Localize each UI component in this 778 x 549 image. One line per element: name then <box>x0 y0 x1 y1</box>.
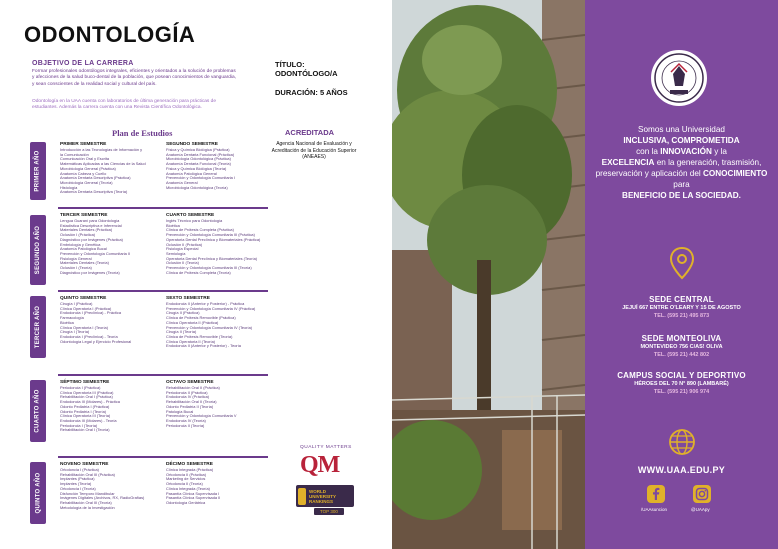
course-item: Cirugía II (Teoría) <box>166 330 197 335</box>
course-item: Prevención y Odontología Comunitaria III (Teoría) <box>166 266 252 271</box>
semester-heading: SEGUNDO SEMESTRE <box>166 142 218 147</box>
course-item: Clínica Operatoria II (Teoría) <box>166 339 216 344</box>
course-item: Anatomía Dentaria Funcional (Teoría) <box>166 162 231 167</box>
duration: DURACIÓN: 5 AÑOS <box>275 88 348 97</box>
course-item: Anatomía Dentaria Funcional (Práctica) <box>166 152 235 157</box>
course-item: Oclusión II (Teoría) <box>166 261 199 266</box>
semester-block <box>166 142 286 190</box>
course-item: Farmacología <box>60 316 84 321</box>
semester-heading: CUARTO SEMESTRE <box>166 213 215 218</box>
semester-heading: TERCER SEMESTRE <box>60 213 108 218</box>
course-item: Periodoncia II (Teoría) <box>166 423 205 428</box>
course-item: Imágenes Digitales (Archivos, RX, RadioGrafías) <box>60 496 145 501</box>
facebook-icon[interactable] <box>647 485 665 503</box>
course-item: Ortodoncia II (Teoría) <box>166 482 203 487</box>
course-item: Odonto Pediatría II (Teoría) <box>166 404 214 409</box>
course-item: Anatomía Cabeza y Cuello <box>60 171 107 176</box>
divider <box>58 290 268 292</box>
campus-phone: TEL. (595 21) 906 974 <box>653 389 710 395</box>
course-item: Odontología Geriátrica <box>166 500 206 505</box>
course-item: Bioética <box>166 223 180 228</box>
course-item: Introducción a las Tecnologías de Información y <box>60 148 143 152</box>
course-item: Cirugía I (Teoría) <box>60 330 90 335</box>
semester-block <box>166 296 286 349</box>
course-item: Materiales Dentales (Práctica) <box>60 228 113 233</box>
course-item: Semiología <box>166 251 186 256</box>
semester-heading: NOVENO SEMESTRE <box>60 462 109 467</box>
year-label: QUINTO AÑO <box>30 462 46 524</box>
course-item: Clínica Integrada (Práctica) <box>166 468 214 472</box>
course-item: Clínica Operatoria I (Práctica) <box>60 306 112 311</box>
year-label: SEGUNDO AÑO <box>30 215 46 285</box>
sede-monteoliva-phone: TEL. (595 21) 442 802 <box>653 352 710 358</box>
course-item: Fisiología Especial <box>166 247 199 252</box>
quality-matters-logo: QM <box>300 452 340 478</box>
course-item: Física y Química Biológica (Teoría) <box>166 166 227 171</box>
course-item: la Comunicación <box>60 152 89 157</box>
course-item: Estadística Descriptiva e Inferencial <box>60 223 122 228</box>
semester-heading: OCTAVO SEMESTRE <box>166 380 214 385</box>
semester-block <box>60 296 180 344</box>
semester-block <box>166 380 286 428</box>
course-item: Operatoria Dental Preclínica y Biomateriales (Teoría) <box>166 256 258 261</box>
instagram-handle[interactable]: @UAApy <box>691 507 710 512</box>
objective-text-2: Odontología en la UAA cuenta con laboratorios de última generación para prácticas de estudiantes. Además la carrera cuenta con una Revista Científica Odontológica. <box>32 99 216 111</box>
course-item: Comunicación Oral y Escrita <box>60 157 110 162</box>
semester-heading: PRIMER SEMESTRE <box>60 142 107 147</box>
divider <box>58 207 268 209</box>
course-item: Rehabilitación Oral II (Práctica) <box>166 386 220 390</box>
course-item: Prevención y Odontología Comunitaria IV (Práctica) <box>166 306 256 311</box>
course-item: Rehabilitación Oral I (Teoría) <box>60 428 110 433</box>
course-item: Periodoncia II (Práctica) <box>166 390 208 395</box>
degree-label: TÍTULO: <box>275 60 305 69</box>
semester-block <box>60 380 180 433</box>
course-item: Periodoncia I (Práctica) <box>60 386 101 390</box>
facebook-handle[interactable]: /UAAsuncion <box>641 507 668 512</box>
accreditation-text: Agencia Nacional de Evaluación y Acreditación de la Educación Superior (ANEAES) <box>271 141 357 160</box>
course-item: Diagnóstico por Imágenes (Práctica) <box>60 237 123 242</box>
ranking-badge-icon <box>298 488 306 505</box>
course-item: Ortodoncia I (Práctica) <box>60 468 99 472</box>
course-item: Anatomía General <box>166 180 198 185</box>
sede-central-name: SEDE CENTRAL <box>649 295 714 304</box>
course-item: Endodoncia IV (Práctica) <box>166 395 210 400</box>
ranking-top: TOP 300 <box>314 508 344 515</box>
course-item: Diagnóstico por Imágenes (Teoría) <box>60 270 120 275</box>
career-title: ODONTOLOGÍA <box>24 22 196 47</box>
university-seal-icon <box>651 50 707 106</box>
campus-name: CAMPUS SOCIAL Y DEPORTIVO <box>617 371 746 380</box>
semester-block <box>60 213 180 275</box>
semester-block <box>166 213 286 275</box>
location-pin-icon <box>669 246 695 280</box>
course-item: Clínica de Prótesis Removible (Teoría) <box>166 334 233 339</box>
course-item: Histología <box>60 185 78 190</box>
course-item: Microbiología General (Teoría) <box>60 180 113 185</box>
accreditation-heading: ACREDITADA <box>285 128 335 137</box>
course-item: Endodoncia I (Preclínica) - Práctica <box>60 311 121 316</box>
tree-building-illustration <box>392 0 585 549</box>
divider <box>58 374 268 376</box>
course-item: Bioética <box>60 320 74 325</box>
course-item: Endodoncia IV (Teoría) <box>166 418 206 423</box>
instagram-icon[interactable] <box>693 485 711 503</box>
divider <box>58 456 268 458</box>
semester-block <box>166 462 286 506</box>
course-item: Embriología y Genética <box>60 242 101 247</box>
course-item: Odonto Pediatría I (Práctica) <box>60 404 110 409</box>
course-item: Operatoria Dental Preclínica y Biomateriales (Práctica) <box>166 237 261 242</box>
course-item: Implantes (Teoría) <box>60 482 92 487</box>
sede-central-address: JEJUÍ 667 ENTRE O'LEARY Y 15 DE AGOSTO <box>622 305 741 311</box>
course-item: Rehabilitación Oral II (Teoría) <box>166 400 217 405</box>
course-item: Microbiología Odontológica (Teoría) <box>166 185 228 190</box>
course-item: Clínica Operatoria II (Práctica) <box>166 320 219 325</box>
course-item: Odontología Legal y Ejercicio Profesional <box>60 339 132 344</box>
course-item: Endodoncia III (Molares) - Teoría <box>60 418 117 423</box>
course-item: Endodoncia II (Anterior y Posterior) - Teoría <box>166 344 241 349</box>
course-item: Endodoncia II (Anterior y Posterior) - Práctica <box>166 302 245 306</box>
course-item: Odonto Pediatría I (Teoría) <box>60 409 107 414</box>
website-link[interactable]: WWW.UAA.EDU.PY <box>637 465 726 475</box>
course-item: Anatomía Dentaria Descriptiva (Teoría) <box>60 190 128 195</box>
course-item: Anatomía Dentaria Descriptiva (Práctica) <box>60 176 131 181</box>
sede-monteoliva-address: MONTEVIDEO 756 C/AS! OLIVA <box>640 344 723 350</box>
brochure-right-panel <box>585 0 778 549</box>
semester-heading: SEXTO SEMESTRE <box>166 296 210 301</box>
course-item: Endodoncia III (Molares) - Práctica <box>60 400 120 405</box>
brochure-left-page <box>0 0 388 549</box>
semester-heading: DÉCIMO SEMESTRE <box>166 462 213 467</box>
course-item: Prevención y Odontología Comunitaria V <box>166 414 237 419</box>
course-item: Clínica Operatoria III (Práctica) <box>60 390 114 395</box>
course-item: Patología Bucal <box>166 409 194 414</box>
course-item: Oclusión II (Práctica) <box>166 242 203 247</box>
course-item: Cirugía I (Práctica) <box>60 302 93 306</box>
globe-icon <box>668 428 696 456</box>
campus-photo <box>392 0 585 549</box>
course-item: Prevención y Odontología Comunitaria IV (Teoría) <box>166 325 253 330</box>
course-item: Microbiología General (Práctica) <box>60 166 116 171</box>
course-item: Disfunción Temporo Mandibular <box>60 491 115 496</box>
year-label: PRIMER AÑO <box>30 142 46 200</box>
course-item: Clínica de Prótesis Completa (Teoría) <box>166 270 231 275</box>
semester-block <box>60 142 180 195</box>
course-item: Prevención y Odontología Comunitaria II <box>60 251 131 256</box>
campus-address: HÉROES DEL 70 N° 890 (LAMBARÉ) <box>634 381 729 387</box>
course-item: Metodología de la Investigación <box>60 505 115 510</box>
course-item: Fisiología General <box>60 256 92 261</box>
course-item: Rehabilitación Oral III (Teoría) <box>60 500 112 505</box>
course-item: Matemáticas Aplicadas a las Ciencias de la Salud <box>60 162 146 167</box>
objective-text: Formar profesionales odontólogos integrales, eficientes y orientados a la solución de problemas y afecciones de la salud buco-dental de la población, que posean conocimientos de vanguardia, y sean conscientes de la realidad social y cultural del país. <box>32 69 237 87</box>
sede-central-phone: TEL. (595 21) 495 873 <box>653 313 710 319</box>
objective-heading: OBJETIVO DE LA CARRERA <box>32 60 134 67</box>
course-item: Marketing de Servicios <box>166 477 206 482</box>
course-item: Materiales Dentales (Teoría) <box>60 261 109 266</box>
semester-heading: SÉPTIMO SEMESTRE <box>60 380 110 385</box>
course-item: Prevención y Odontología Comunitaria III (Práctica) <box>166 233 255 238</box>
course-item: Lengua Guaraní para Odontología <box>60 219 120 223</box>
course-item: Ortodoncia II (Práctica) <box>166 472 207 477</box>
course-item: Anatomía Patológica General <box>166 171 217 176</box>
course-item: Oclusión I (Teoría) <box>60 266 92 271</box>
course-item: Anatomía Patológica Bucal <box>60 247 107 252</box>
course-item: Clínica Integrada (Teoría) <box>166 486 210 491</box>
plan-heading: Plan de Estudios <box>112 128 173 138</box>
course-item: Física y Química Biológica (Práctica) <box>166 148 230 152</box>
ranking-text: WORLD UNIVERSITY RANKINGS <box>308 488 336 504</box>
course-item: Periodoncia I (Teoría) <box>60 423 98 428</box>
course-item: Clínica de Prótesis Removible (Práctica) <box>166 316 236 321</box>
course-item: Clínica de Prótesis Completa (Práctica) <box>166 228 234 233</box>
sede-monteoliva-name: SEDE MONTEOLIVA <box>641 334 722 343</box>
course-item: Ortodoncia I (Teoría) <box>60 486 96 491</box>
semester-block <box>60 462 180 510</box>
course-item: Clínica Operatoria III (Teoría) <box>60 414 111 419</box>
world-university-rankings-badge <box>296 485 354 507</box>
course-item: Microbiología Odontológica (Práctica) <box>166 157 231 162</box>
year-label: TERCER AÑO <box>30 296 46 358</box>
year-label: CUARTO AÑO <box>30 380 46 442</box>
course-item: Rehabilitación Oral I (Práctica) <box>60 395 113 400</box>
quality-matters-label: QUALITY MATTERS <box>300 445 352 450</box>
course-item: Cirugía II (Práctica) <box>166 311 200 316</box>
semester-heading: QUINTO SEMESTRE <box>60 296 107 301</box>
course-item: Inglés Técnico para Odontología <box>166 219 223 223</box>
course-item: Clínica Operatoria I (Teoría) <box>60 325 109 330</box>
course-item: Oclusión I (Práctica) <box>60 233 96 238</box>
course-item: Pasantía Clínica Supervisada I <box>166 491 220 496</box>
course-item: Endodoncia I (Preclínica) - Teoría <box>60 334 118 339</box>
degree-value: ODONTÓLOGO/A <box>275 69 338 78</box>
course-item: Prevención y Odontología Comunitaria I <box>166 176 235 181</box>
course-item: Pasantía Clínica Supervisada II <box>166 496 221 501</box>
course-item: Implantes (Práctica) <box>60 477 95 482</box>
mission-statement: Somos una Universidad INCLUSIVA, COMPROMETIDA con la INNOVACIÓN y la EXCELENCIA en la generación, trasmisión, preservación y aplicación del CONOCIMIENTO para BENEFICIO DE LA SOCIEDAD. <box>595 125 768 200</box>
course-item: Rehabilitación Oral III (Práctica) <box>60 472 115 477</box>
